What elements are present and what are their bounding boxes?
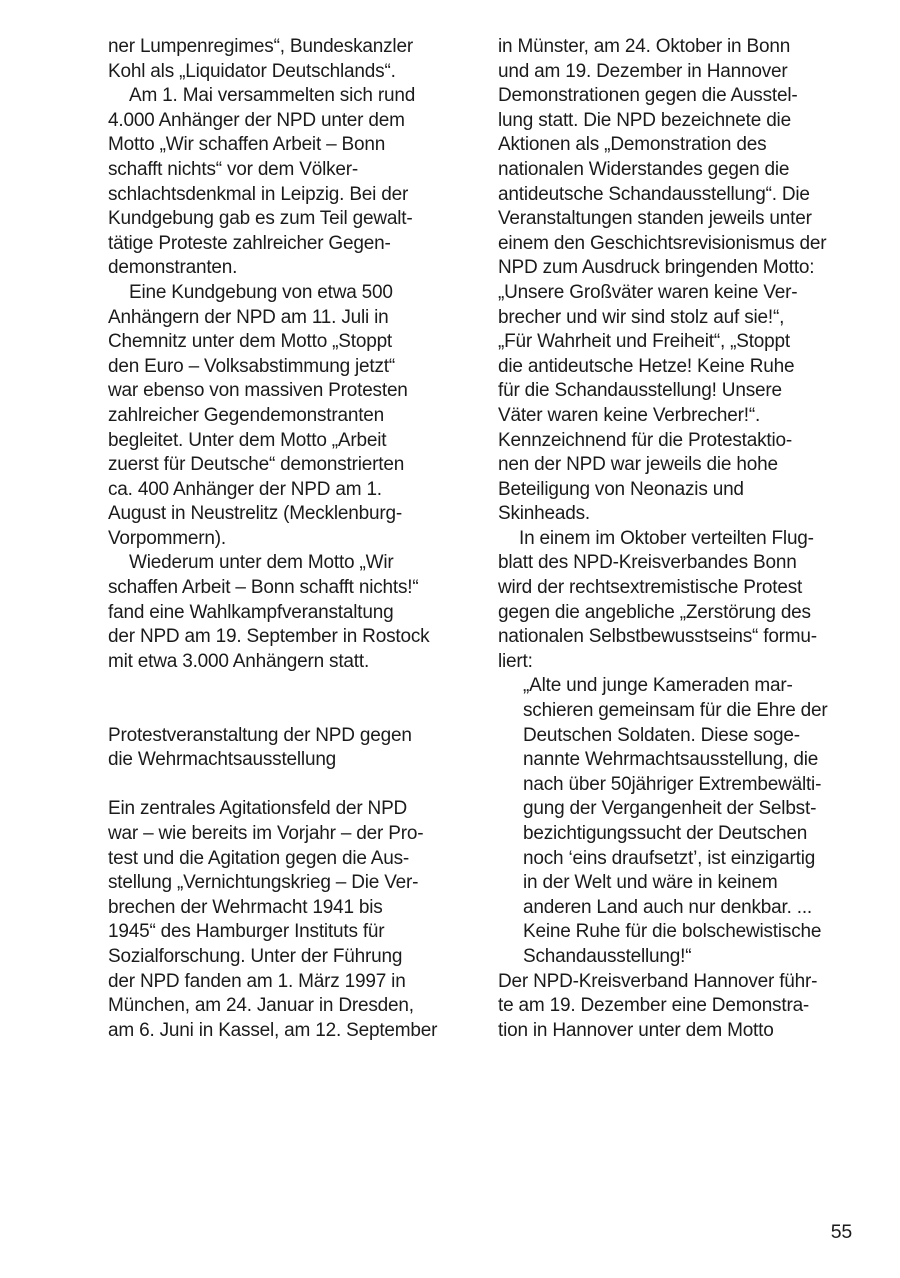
text-line: In einem im Oktober verteilten Flug-	[519, 527, 814, 549]
text-line: anderen Land auch nur denkbar. ...	[523, 896, 812, 918]
text-line: Am 1. Mai versammelten sich rund	[129, 85, 416, 107]
text-line: Schandausstellung!“	[523, 945, 692, 967]
text-line: zuerst für Deutsche“ demonstrierten	[108, 454, 405, 476]
text-line: in Münster, am 24. Oktober in Bonn	[498, 36, 791, 57]
text-line: noch ‘eins draufsetzt’, ist einzigartig	[523, 847, 816, 869]
blockquote	[498, 674, 872, 969]
text-line: schaffen Arbeit – Bonn schafft nichts!“	[108, 577, 419, 599]
text-line: wird der rechtsextremistische Protest	[498, 577, 803, 599]
text-line: test und die Agitation gegen die Aus-	[108, 847, 410, 869]
text-line: „Unsere Großväter waren keine Ver-	[498, 281, 798, 303]
page-number: 55	[830, 1221, 852, 1243]
text-line: Deutschen Soldaten. Diese soge-	[523, 724, 800, 746]
paragraph	[498, 35, 872, 527]
text-line: Skinheads.	[498, 503, 591, 525]
text-line: Vorpommern).	[108, 527, 226, 549]
text-line: 4.000 Anhänger der NPD unter dem	[108, 109, 405, 131]
text-line: brechen der Wehrmacht 1941 bis	[108, 896, 383, 918]
text-line: schlachtsdenkmal in Leipzig. Bei der	[108, 183, 409, 205]
text-line: demonstranten.	[108, 257, 238, 279]
text-line: nationalen Widerstandes gegen die	[498, 158, 790, 180]
text-line: nationalen Selbstbewusstseins“ formu-	[498, 626, 817, 648]
text-line: für die Schandausstellung! Unsere	[498, 380, 782, 402]
text-line: nannte Wehrmachtsausstellung, die	[523, 749, 819, 771]
paragraph	[108, 84, 472, 281]
text-line: Demonstrationen gegen die Ausstel-	[498, 85, 798, 107]
text-line: antideutsche Schandausstellung“. Die	[498, 183, 810, 205]
text-line: Veranstaltungen standen jeweils unter	[498, 208, 812, 230]
text-line: Eine Kundgebung von etwa 500	[129, 281, 393, 303]
text-line: der NPD fanden am 1. März 1997 in	[108, 970, 406, 992]
text-line: ner Lumpenregimes“, Bundeskanzler	[108, 36, 413, 57]
text-line: stellung „Vernichtungskrieg – Die Ver-	[108, 872, 419, 894]
text-line: Keine Ruhe für die bolschewistische	[523, 921, 822, 943]
text-line: war ebenso von massiven Protesten	[108, 380, 408, 402]
text-line: Ein zentrales Agitationsfeld der NPD	[108, 798, 408, 820]
text-line: einem den Geschichtsrevisionismus der	[498, 232, 827, 254]
text-line: blatt des NPD-Kreisverbandes Bonn	[498, 552, 797, 574]
text-line: gung der Vergangenheit der Selbst-	[523, 798, 817, 820]
left-text-column	[108, 35, 472, 1043]
text-line: tion in Hannover unter dem Motto	[498, 1019, 774, 1041]
paragraph	[108, 35, 472, 84]
text-line: die antideutsche Hetze! Keine Ruhe	[498, 355, 795, 377]
text-line: „Für Wahrheit und Freiheit“, „Stoppt	[498, 331, 790, 353]
text-line: der NPD am 19. September in Rostock	[108, 626, 430, 648]
text-line: Wiederum unter dem Motto „Wir	[129, 552, 394, 574]
text-line: lung statt. Die NPD bezeichnete die	[498, 109, 791, 131]
text-line: liert:	[498, 650, 533, 672]
paragraph	[108, 281, 472, 552]
text-line: Anhängern der NPD am 11. Juli in	[108, 306, 389, 328]
text-line: am 6. Juni in Kassel, am 12. September	[108, 1019, 438, 1041]
text-line: begleitet. Unter dem Motto „Arbeit	[108, 429, 387, 451]
text-line: Aktionen als „Demonstration des	[498, 134, 767, 156]
text-line: tätige Proteste zahlreicher Gegen-	[108, 232, 391, 254]
section-heading	[108, 724, 472, 773]
text-line: Kundgebung gab es zum Teil gewalt-	[108, 208, 413, 230]
text-line: brecher und wir sind stolz auf sie!“,	[498, 306, 785, 328]
text-line: Kennzeichnend für die Protestaktio-	[498, 429, 793, 451]
text-line: nach über 50jähriger Extrembewälti-	[523, 773, 822, 795]
paragraph	[498, 527, 872, 675]
text-line: in der Welt und wäre in keinem	[523, 872, 778, 894]
text-line: Kohl als „Liquidator Deutschlands“.	[108, 60, 396, 82]
section-heading-line: Protestveranstaltung der NPD gegen	[108, 724, 412, 746]
paragraph	[108, 551, 472, 674]
text-line: fand eine Wahlkampfveranstaltung	[108, 601, 394, 623]
paragraph	[108, 797, 472, 1043]
text-line: Motto „Wir schaffen Arbeit – Bonn	[108, 134, 386, 156]
text-line: NPD zum Ausdruck bringenden Motto:	[498, 257, 815, 279]
text-line: August in Neustrelitz (Mecklenburg-	[108, 503, 402, 525]
text-line: nen der NPD war jeweils die hohe	[498, 454, 778, 476]
text-line: „Alte und junge Kameraden mar-	[523, 675, 793, 697]
right-text-column	[498, 35, 872, 1043]
section-heading-line: die Wehrmachtsausstellung	[108, 749, 337, 771]
text-line: zahlreicher Gegendemonstranten	[108, 404, 385, 426]
text-line: Sozialforschung. Unter der Führung	[108, 945, 403, 967]
text-line: war – wie bereits im Vorjahr – der Pro-	[108, 823, 424, 844]
text-line: Väter waren keine Verbrecher!“.	[498, 404, 761, 426]
text-line: 1945“ des Hamburger Instituts für	[108, 921, 385, 943]
text-line: gegen die angebliche „Zerstörung des	[498, 601, 811, 623]
text-line: mit etwa 3.000 Anhängern statt.	[108, 650, 370, 672]
text-line: ca. 400 Anhänger der NPD am 1.	[108, 478, 382, 500]
text-line: schieren gemeinsam für die Ehre der	[523, 700, 828, 722]
text-line: Chemnitz unter dem Motto „Stoppt	[108, 331, 393, 353]
text-line: München, am 24. Januar in Dresden,	[108, 995, 414, 1017]
text-line: Der NPD-Kreisverband Hannover führ-	[498, 970, 818, 992]
text-line: und am 19. Dezember in Hannover	[498, 60, 788, 82]
text-line: Beteiligung von Neonazis und	[498, 478, 744, 500]
text-line: bezichtigungssucht der Deutschen	[523, 823, 808, 844]
text-line: te am 19. Dezember eine Demonstra-	[498, 995, 810, 1017]
paragraph	[498, 970, 872, 1044]
text-line: schafft nichts“ vor dem Völker-	[108, 158, 359, 180]
text-line: den Euro – Volksabstimmung jetzt“	[108, 355, 395, 377]
